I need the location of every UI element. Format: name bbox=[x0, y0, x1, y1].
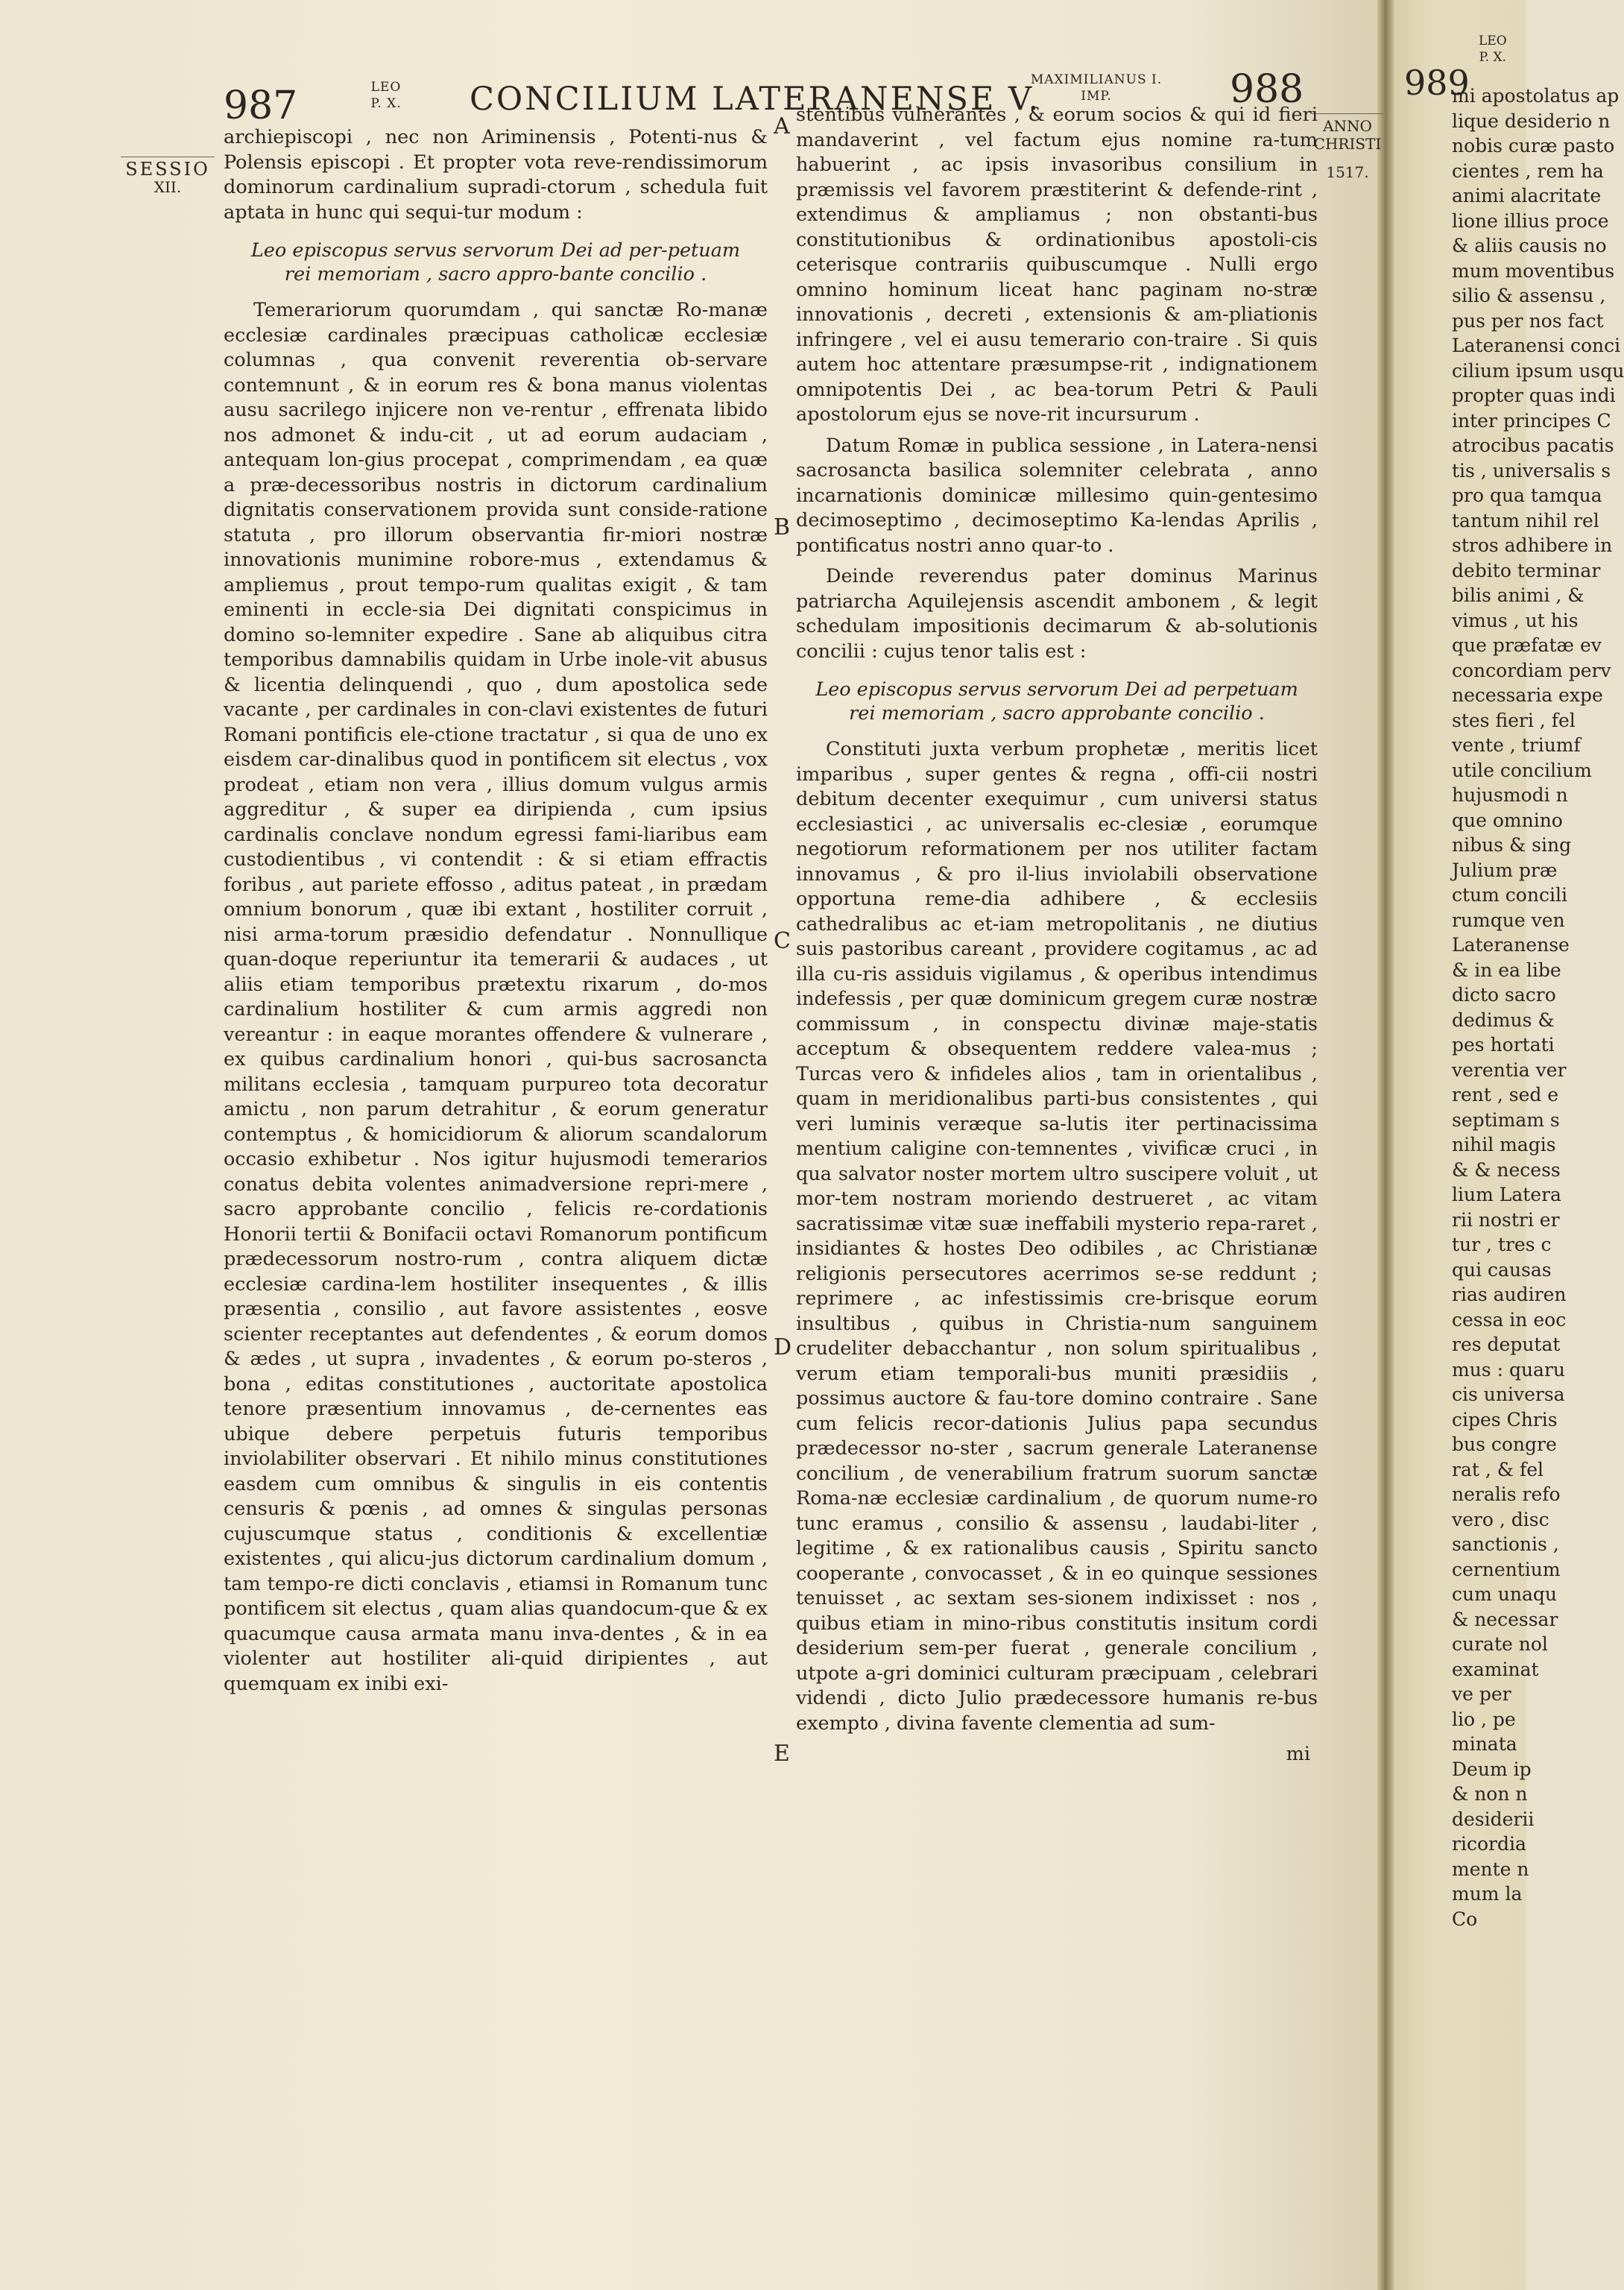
next-page-line: inter principes C bbox=[1452, 409, 1611, 432]
next-page-line: examinat bbox=[1452, 1658, 1539, 1680]
left-pope-name: LEO bbox=[370, 80, 402, 95]
next-page-line: animi alacritate bbox=[1452, 185, 1602, 206]
session-sidenote bbox=[121, 157, 215, 196]
next-pope-label bbox=[1479, 33, 1507, 66]
catchword: mi bbox=[1286, 1743, 1310, 1765]
right-page-number: 988 bbox=[1230, 67, 1304, 112]
next-page-line: vente , triumf bbox=[1452, 734, 1581, 756]
next-page-line: Lateranensi conci bbox=[1452, 335, 1621, 356]
next-page-line: tur , tres c bbox=[1452, 1234, 1552, 1255]
bull-heading-1: Leo episcopus servus servorum Dei ad per-petuam rei memoriam , sacro appro-bante concilio . bbox=[250, 239, 741, 286]
next-page-line: propter quas indi bbox=[1452, 385, 1616, 406]
right-paragraph-4: Constituti juxta verbum prophetæ , meritis licet imparibus , super gentes & regna , offi-cii nostri debitum decenter exequimur , cum universi status ecclesiastici , ac universalis ec-clesiæ , eorumque negotiorum reformationem per nos utiliter factam innovamus , & pro il-lius inviolabili observatione opportuna reme-dia adhibere , & ecclesiis cathedralibus ac et-iam metropolitanis , ne diutius suis pastoribus careant , providere cogitamus , ac ad illa cu-ris assiduis vigilamus , & operibus intendimus indefessis , per quæ dominicum gregem curæ nostræ commissum , in conspectu divinæ maje-statis acceptum & obsequentem reddere valea-mus ; Turcas vero & infideles alios , tam in orientalibus , quam in meridionalibus parti-bus consistentes , qui veri luminis veræque sa-lutis iter pertinacissima mentium caligine con-temnentes , vivificæ cruci , in qua salvator noster mortem ultro suscipere voluit , ut mor-tem nostram moriendo destrueret , ac vitam sacratissimæ vitæ suæ ineffabili mysterio repa-raret , insidiantes & hostes Deo odibiles , ac Christianæ religionis persecutores acerrimos se-se reddunt ; reprimere , ac infestissimis cre-brisque eorum insultibus , quibus in Christia-num sanguinem crudeliter debacchantur , non solum spiritualibus , verum etiam temporali-bus muniti præsidiis , possimus auctore & fau-tore domino contraire . Sane cum felicis recor-dationis Julius papa secundus prædecessor no-ster , sacrum generale Lateranense concilium , de venerabilium fratrum suorum sanctæ Roma-næ ecclesiæ cardinalium , de quorum nume-ro tunc eramus , consilio & assensu , laudabi-liter , legitime , & ex rationalibus causis , Spiritu sancto cooperante , convocasset , & in eo quinque sessiones tenuisset , ac sextam ses-sionem indixisset : nos , quibus etiam in mino-ribus constitutis insitum cordi desiderium sem-per fuerat , generale concilium , utpote a-gri dominici culturam præcipuam , celebrari videndi , dicto Julio prædecessore humanis re-bus exempto , divina favente clementia ad sum- bbox=[796, 738, 1318, 1735]
next-page-line: que præfatæ ev bbox=[1452, 634, 1602, 656]
marker-a: A bbox=[774, 113, 790, 139]
next-page-line: necessaria expe bbox=[1452, 684, 1603, 706]
bull-heading-2: Leo episcopus servus servorum Dei ad perpetuam rei memoriam , sacro approbante concilio . bbox=[815, 678, 1298, 725]
next-page-line: rii nostri er bbox=[1452, 1208, 1560, 1231]
next-page-line: mum moventibus bbox=[1452, 259, 1615, 282]
marker-c: C bbox=[774, 928, 791, 954]
next-page-line: tantum nihil rel bbox=[1452, 509, 1599, 532]
next-page-line: neralis refo bbox=[1452, 1483, 1561, 1505]
next-page-line: sanctionis , bbox=[1452, 1533, 1559, 1555]
marker-e: E bbox=[774, 1741, 790, 1767]
next-page-line: stros adhibere in bbox=[1452, 534, 1613, 556]
next-page-line: cernentium bbox=[1452, 1558, 1561, 1580]
next-pope-number: P. X. bbox=[1479, 50, 1506, 65]
next-page-line: cis universa bbox=[1452, 1384, 1565, 1405]
next-page-line: vimus , ut his bbox=[1452, 609, 1579, 631]
next-page-line: dicto sacro bbox=[1452, 984, 1556, 1006]
next-page-line: & & necess bbox=[1452, 1158, 1561, 1181]
next-page-line: tis , universalis s bbox=[1452, 459, 1611, 482]
next-page-line: curate nol bbox=[1452, 1633, 1548, 1655]
right-column bbox=[796, 103, 1318, 1773]
next-page-line: vero , disc bbox=[1452, 1508, 1549, 1530]
next-page-line: desiderii bbox=[1452, 1808, 1535, 1830]
next-page-line: bilis animi , & bbox=[1452, 584, 1584, 606]
next-page-line: cipes Chris bbox=[1452, 1408, 1558, 1431]
emperor-label bbox=[1026, 72, 1167, 104]
next-page-line: que omnino bbox=[1452, 809, 1563, 831]
emperor-sub: IMP. bbox=[1081, 89, 1112, 104]
next-page-line: cilium ipsum usqu bbox=[1452, 359, 1624, 382]
next-page-line: rias audiren bbox=[1452, 1284, 1567, 1305]
next-page-line: lione illius proce bbox=[1452, 209, 1609, 232]
next-page-line: mus : quaru bbox=[1452, 1358, 1566, 1381]
next-page-line: & necessar bbox=[1452, 1608, 1558, 1630]
marker-d: D bbox=[774, 1334, 792, 1360]
next-page-line: cessa in eoc bbox=[1452, 1308, 1567, 1331]
next-page-line: nibus & sing bbox=[1452, 834, 1572, 856]
left-page-number: 987 bbox=[224, 83, 298, 128]
next-page-line: debito terminar bbox=[1452, 559, 1601, 581]
next-page-number: 989 bbox=[1404, 63, 1470, 103]
next-page-line: hujusmodi n bbox=[1452, 784, 1568, 806]
next-page-line: Lateranense bbox=[1452, 934, 1570, 956]
left-column bbox=[224, 125, 768, 1703]
next-page-lines bbox=[1452, 83, 1624, 1931]
next-page-line: pes hortati bbox=[1452, 1034, 1555, 1056]
next-page-line: mi apostolatus ap bbox=[1452, 85, 1620, 107]
christi-label: CHRISTI bbox=[1313, 135, 1382, 153]
next-page-line: silio & assensu , bbox=[1452, 285, 1606, 306]
next-page-line: & non n bbox=[1452, 1783, 1528, 1805]
next-page-line: & aliis causis no bbox=[1452, 235, 1607, 256]
next-page-line: lique desiderio n bbox=[1452, 110, 1611, 132]
next-page-line: stes fieri , fel bbox=[1452, 709, 1576, 731]
next-page-line: qui causas bbox=[1452, 1258, 1552, 1281]
next-page-line: Co bbox=[1452, 1908, 1478, 1930]
next-page-line: atrocibus pacatis bbox=[1452, 435, 1614, 456]
next-page-line: pus per nos fact bbox=[1452, 309, 1604, 332]
session-number: XII. bbox=[154, 178, 182, 196]
next-page-line: Julium præ bbox=[1452, 859, 1558, 881]
next-page-line: concordiam perv bbox=[1452, 659, 1611, 681]
year-sidenote bbox=[1312, 113, 1383, 181]
year-label: 1517. bbox=[1326, 163, 1369, 181]
next-page-line: mente n bbox=[1452, 1858, 1529, 1880]
next-page-line: cientes , rem ha bbox=[1452, 160, 1604, 182]
next-page-line: dedimus & bbox=[1452, 1009, 1555, 1031]
next-page-line: ve per bbox=[1452, 1683, 1511, 1705]
next-page-line: septimam s bbox=[1452, 1108, 1560, 1131]
next-page-line: cum unaqu bbox=[1452, 1583, 1557, 1605]
next-pope-name: LEO bbox=[1479, 34, 1507, 48]
next-page-line: bus congre bbox=[1452, 1433, 1557, 1455]
page-title: CONCILIUM LATERANENSE V. bbox=[470, 81, 1041, 118]
next-page-line: nihil magis bbox=[1452, 1134, 1556, 1155]
left-paragraph-2: Temerariorum quorumdam , qui sanctæ Ro-manæ ecclesiæ cardinales præcipuas catholicæ ecclesiæ columnas , qua convenit reverentia ob-servare contemnunt , & in eorum res & bona manus violentas ausu sacrilego injicere non ve-rentur , effrenata libido nos admonet & indu-cit , ut ad eorum audaciam , antequam lon-gius procepat , comprimendam , ea quæ a præ-decessoribus nostris in dictorum cardinalium dignitatis conservationem provida sunt conside-ratione statuta , pro illorum observantia fir-miori nostræ innovationis munimine robore-mus , extendamus & ampliemus , prout tempo-rum qualitas exigit , & tam eminenti in eccle-sia Dei dignitati conspicimus in domino so-lemniter expedire . Sane ab aliquibus citra temporibus damnabilis quidam in Urbe inole-vit abusus & licentia delinquendi , quo , dum apostolica sede vacante , per cardinales in con-clavi existentes de futuri Romani pontificis ele-ctione tractatur , si qua de uno ex eisdem car-dinalibus quod in pontificem sit electus , vox prodeat , etiam non vera , illius domum vulgus armis aggreditur , & super ea diripienda , cum ipsius cardinalis conclave nondum egressi fami-liaribus eam custodientibus , vi contendit : & si etiam effractis foribus , aut pariete effosso , aditus pateat , in prædam omnium bonorum , quæ ibi extant , hostiliter corruit , nisi arma-torum præsidio defendatur . Nonnullique quan-doque reperiuntur ita temerarii & audaces , ut aliis etiam temporibus prætextu rixarum , do-mos cardinalium hostiliter & cum armis aggredi non vereantur : in eaque morantes offendere & vulnerare , ex quibus cardinalium honori , qui-bus sacrosancta militans ecclesia , tamquam purpureo tota decoratur amictu , non parum detrahitur , & eorum generatur contemptus , & homicidiorum & aliorum scandalorum occasio exhibetur . Nos igitur hujusmodi temerarios conatus debita volentes animadversione repri-mere , sacro approbante concilio , felicis re-cordationis Honorii tertii & Bonifacii octavi Romanorum pontificum prædecessorum nostro-rum , contra aliquem dictæ ecclesiæ cardina-lem hostiliter insequentes , & illis præsentia , consilio , aut favore assistentes , eosve scienter receptantes aut defendentes , & eorum domos & ædes , ut supra , invadentes , & eorum po-steros , bona , editas constitutiones , auctoritate apostolica tenore præsentium innovamus , de-cernentes eas ubique debere perpetuis futuris temporibus inviolabiliter observari . Et nihilo minus constitutiones easdem cum omnibus & singulis in eis contentis censuris & pœnis , ad omnes & singulas personas cujuscumque status , conditionis & excellentiæ existentes , qui alicu-jus dictorum cardinalium domum , tam tempo-re dicti conclavis , etiamsi in Romanum tunc pontificem sit electus , quam alias quandocum-que & ex quacumque causa armata manu inva-dentes , & in ea violenter aut hostiliter ali-quid diripientes , aut quemquam ex inibi exi- bbox=[224, 299, 768, 1695]
next-page-line: Deum ip bbox=[1452, 1758, 1532, 1780]
book-gutter bbox=[1377, 0, 1394, 2290]
anno-label: ANNO bbox=[1323, 117, 1372, 135]
next-page-line: ctum concili bbox=[1452, 884, 1567, 906]
right-paragraph-3: Deinde reverendus pater dominus Marinus patriarcha Aquilejensis ascendit ambonem , & legit schedulam impositionis decimarum & ab-solutionis concilii : cujus tenor talis est : bbox=[796, 565, 1318, 663]
next-page-line: pro qua tamqua bbox=[1452, 485, 1602, 506]
next-page-line: res deputat bbox=[1452, 1334, 1561, 1355]
emperor-name: MAXIMILIANUS I. bbox=[1030, 72, 1163, 87]
next-page-line: lium Latera bbox=[1452, 1184, 1561, 1205]
next-page-line: rat , & fel bbox=[1452, 1458, 1544, 1480]
left-paragraph-1: archiepiscopi , nec non Ariminensis , Potenti-nus & Polensis episcopi . Et propter vota reve-rendissimorum dominorum cardinalium supradi-ctorum , schedula fuit aptata in hunc qui sequi-tur modum : bbox=[224, 126, 768, 224]
right-paragraph-1: stentibus vulnerantes , & eorum socios & qui id fieri mandaverint , vel factum ejus nomine ra-tum habuerint , ac ipsis invasoribus consilium in præmissis vel favorem præstiterint & defende-rint , extendimus & ampliamus ; non obstanti-bus constitutionibus & ordinationibus apostoli-cis ceterisque contrariis quibuscumque . Nulli ergo omnino hominum liceat hanc paginam no-stræ innovationis , decreti , extensionis & am-pliationis infringere , vel ei ausu temerario con-traire . Si quis autem hoc attentare præsumpse-rit , indignationem omnipotentis Dei , ac bea-torum Petri & Pauli apostolorum ejus se nove-rit incursurum . bbox=[796, 104, 1318, 426]
next-page-line: rent , sed e bbox=[1452, 1084, 1559, 1105]
next-page-line: mum la bbox=[1452, 1883, 1523, 1905]
marker-b: B bbox=[774, 514, 791, 540]
left-pope-label bbox=[364, 79, 408, 112]
right-paragraph-2: Datum Romæ in publica sessione , in Latera-nensi sacrosancta basilica solemniter celebrata , anno incarnationis dominicæ millesimo quin-gentesimo decimoseptimo , decimoseptimo Ka-lendas Aprilis , pontificatus nostri anno quar-to . bbox=[796, 434, 1318, 557]
next-page-line: rumque ven bbox=[1452, 909, 1565, 931]
next-page-line: verentia ver bbox=[1452, 1059, 1567, 1081]
left-pope-number: P. X. bbox=[370, 96, 402, 111]
session-label: SESSIO bbox=[125, 159, 210, 180]
next-page-line: minata bbox=[1452, 1733, 1517, 1755]
next-page-line: utile concilium bbox=[1452, 759, 1592, 781]
next-page-line: nobis curæ pasto bbox=[1452, 135, 1615, 157]
next-page-line: lio , pe bbox=[1452, 1708, 1516, 1730]
next-page-line: & in ea libe bbox=[1452, 959, 1561, 981]
next-page-line: ricordia bbox=[1452, 1833, 1526, 1855]
